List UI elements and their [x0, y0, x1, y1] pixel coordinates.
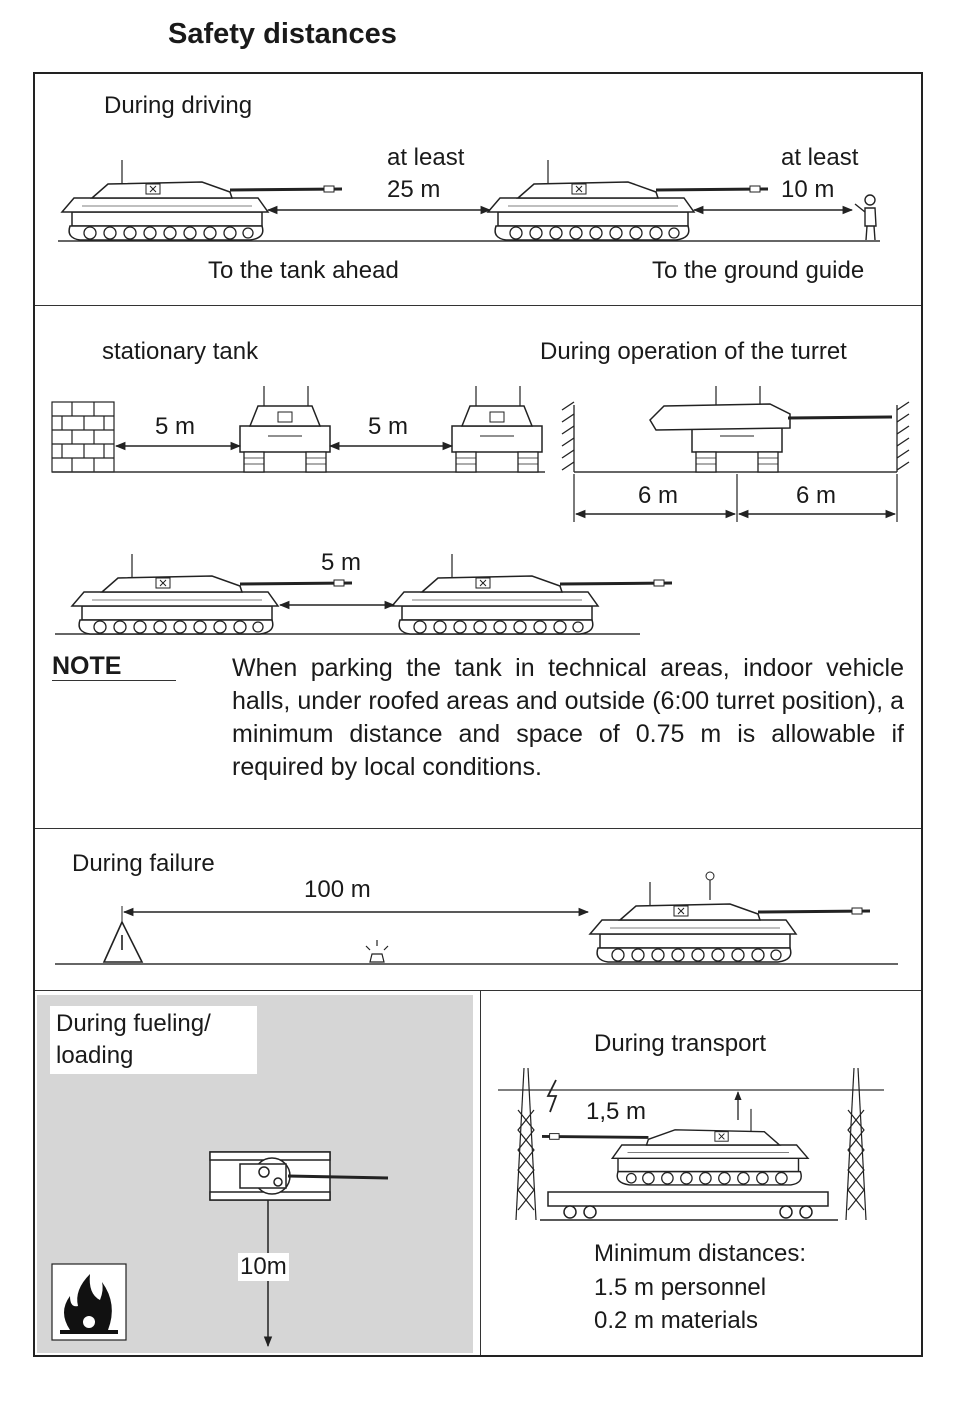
transport-clearance: 1,5 m [586, 1098, 647, 1125]
flame-hazard-icon [52, 1264, 126, 1340]
stationary-heading: stationary tank [102, 338, 259, 365]
min-distance-materials: 0.2 m materials [594, 1307, 759, 1334]
driving-heading: During driving [104, 92, 253, 119]
fueling-heading-line2: loading [56, 1042, 134, 1069]
caption-ground-guide: To the ground guide [652, 257, 865, 284]
fueling-distance: 10m [240, 1253, 287, 1280]
lightning-icon [548, 1080, 556, 1112]
page-title: Safety distances [168, 18, 397, 50]
dist-wall: 5 m [155, 413, 196, 440]
gap-ahead-line1: at least [387, 144, 465, 171]
tank-top-view [210, 1152, 388, 1200]
brick-wall [52, 402, 114, 472]
turret-dist-left: 6 m [638, 482, 679, 509]
beacon-light-icon [366, 940, 388, 962]
caption-tank-ahead: To the tank ahead [208, 257, 399, 284]
note-text: When parking the tank in technical areas, indoor vehicle halls, under roofed areas and outside (6:00 turret position), a minimum distance and space of 0.75 m is allowable if required by local conditions. [232, 654, 904, 781]
note-underline [52, 680, 176, 681]
dist-side: 5 m [321, 549, 362, 576]
failure-heading: During failure [72, 850, 215, 877]
transport-wagon [540, 1192, 838, 1220]
fueling-heading-line1: During fueling/ [56, 1010, 211, 1037]
gap-ahead-line2: 25 m [387, 176, 441, 203]
note-title: NOTE [52, 652, 122, 680]
warning-triangle-icon [104, 906, 142, 962]
turret-dist-right: 6 m [796, 482, 837, 509]
min-distance-personnel: 1.5 m personnel [594, 1274, 767, 1301]
failure-distance: 100 m [304, 876, 371, 903]
min-distances-title: Minimum distances: [594, 1240, 807, 1267]
power-pylon-right [846, 1068, 866, 1220]
dist-tank: 5 m [368, 413, 409, 440]
gap-guide-line1: at least [781, 144, 859, 171]
power-pylon-left [516, 1068, 536, 1220]
transport-heading: During transport [594, 1030, 767, 1057]
gap-guide-line2: 10 m [781, 176, 835, 203]
ground-guide-figure [855, 195, 876, 240]
turret-heading: During operation of the turret [540, 338, 847, 365]
